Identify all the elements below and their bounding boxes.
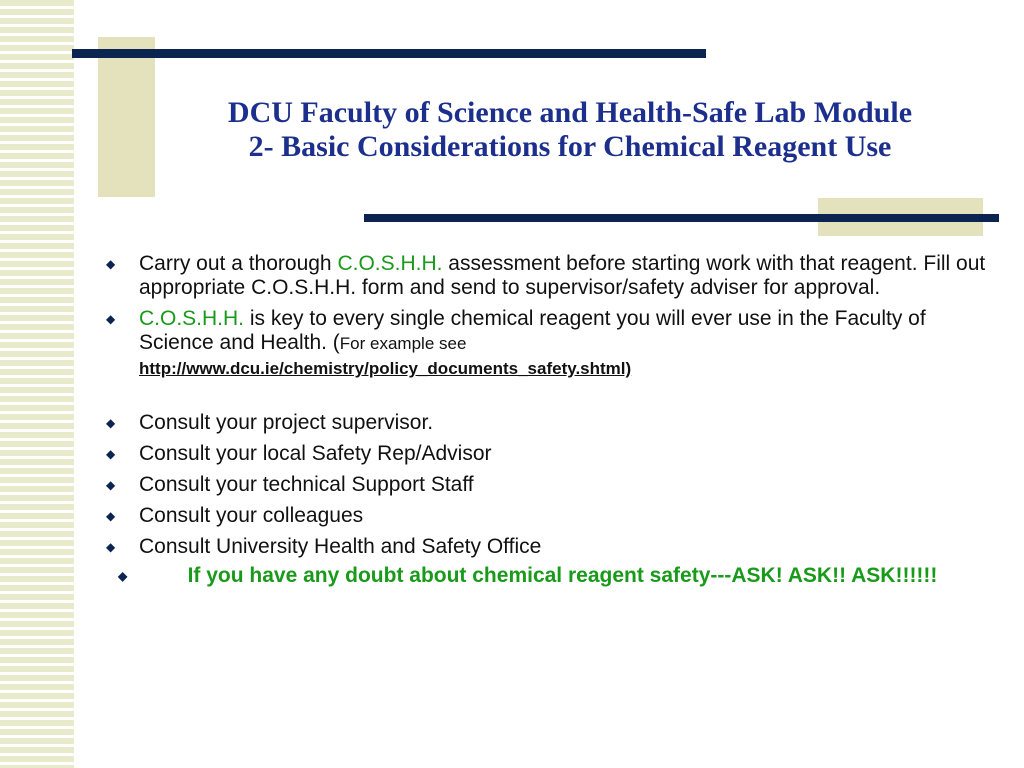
title-line-2: 2- Basic Considerations for Chemical Reagent Use: [248, 130, 892, 163]
bullet-consult-support-staff: [106, 473, 986, 497]
diamond-bullet-icon: ◆: [106, 509, 116, 523]
bullet-text: Consult University Health and Safety Office: [139, 535, 542, 558]
title-line-1: DCU Faculty of Science and Health-Safe Lab Module: [227, 96, 913, 129]
bullet-coshh-assessment: [106, 252, 986, 300]
bullet-text: Consult your colleagues: [139, 504, 364, 527]
diamond-bullet-icon: ◆: [106, 540, 116, 554]
diamond-bullet-icon: ◆: [106, 312, 116, 326]
example-note: For example see: [339, 334, 467, 353]
coshh-highlight: C.O.S.H.H.: [337, 252, 443, 275]
bullet-consult-safety-rep: [106, 442, 986, 466]
policy-documents-link[interactable]: http://www.dcu.ie/chemistry/policy_documents_safety.shtml): [139, 359, 632, 378]
coshh-highlight: C.O.S.H.H.: [139, 307, 245, 330]
bullet-consult-supervisor: [106, 411, 986, 435]
warning-text: If you have any doubt about chemical reagent safety---ASK! ASK!! ASK!!!!!!: [187, 564, 938, 587]
diamond-bullet-icon: ◆: [106, 478, 116, 492]
bullet-text: Consult your local Safety Rep/Advisor: [139, 442, 492, 465]
bullet-list: [106, 252, 986, 595]
bullet-coshh-key: [106, 307, 986, 381]
diamond-bullet-icon: ◆: [106, 416, 116, 430]
bullet-text: Consult your project supervisor.: [139, 411, 434, 434]
bullet-text-post: is key to every single chemical reagent you will ever use in the Faculty of Science and Health. (: [139, 307, 926, 354]
left-stripe-decoration: [0, 0, 74, 768]
bullet-text-post: assessment before starting work with that reagent. Fill out appropriate C.O.S.H.H. form and send to supervisor/safety adviser for approval.: [139, 252, 986, 299]
diamond-bullet-icon: ◆: [118, 569, 128, 583]
bullet-consult-colleagues: [106, 504, 986, 528]
navy-bar-bottom: [364, 214, 999, 222]
bullet-text: Consult your technical Support Staff: [139, 473, 474, 496]
diamond-bullet-icon: ◆: [106, 257, 116, 271]
bullet-consult-health-safety-office: [106, 535, 986, 559]
navy-bar-top: [72, 49, 706, 58]
slide-title: [140, 96, 1000, 164]
bullet-ask-warning: [106, 564, 986, 588]
diamond-bullet-icon: ◆: [106, 447, 116, 461]
bullet-text-pre: Carry out a thorough: [139, 252, 338, 275]
